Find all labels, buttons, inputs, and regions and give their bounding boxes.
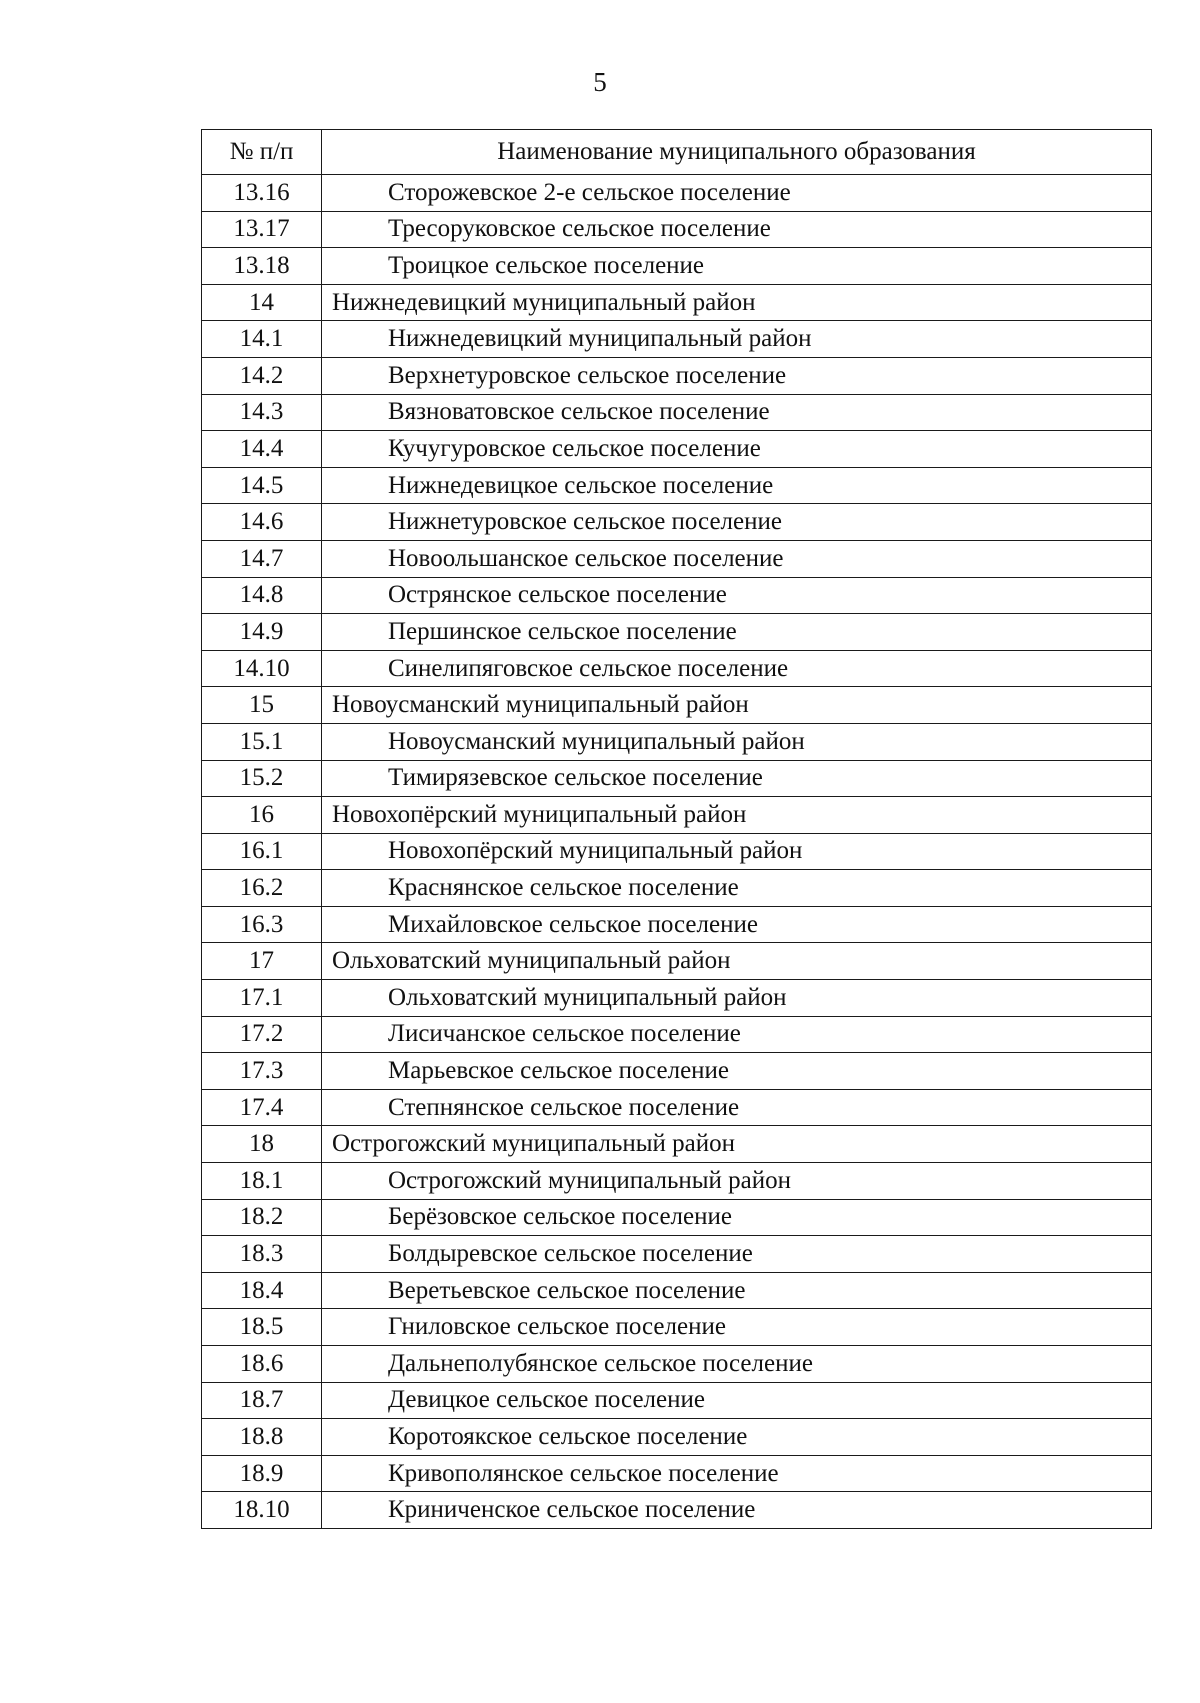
row-number-cell: 13.18 — [202, 248, 322, 285]
row-number-cell: 13.16 — [202, 175, 322, 212]
table-row — [202, 467, 1152, 504]
table-row — [202, 1419, 1152, 1456]
table-row — [202, 248, 1152, 285]
number-column-header: № п/п — [202, 130, 322, 175]
row-number-cell: 13.17 — [202, 211, 322, 248]
municipality-name-cell: Кучугуровское сельское поселение — [322, 431, 1152, 468]
municipality-name-cell: Острогожский муниципальный район — [322, 1163, 1152, 1200]
table-row — [202, 687, 1152, 724]
municipality-name-cell: Новохопёрский муниципальный район — [322, 797, 1152, 834]
table-row — [202, 577, 1152, 614]
table-row — [202, 357, 1152, 394]
name-column-header: Наименование муниципального образования — [322, 130, 1152, 175]
row-number-cell: 16.3 — [202, 906, 322, 943]
municipality-name-cell: Острогожский муниципальный район — [322, 1126, 1152, 1163]
municipality-name-cell: Дальнеполубянское сельское поселение — [322, 1346, 1152, 1383]
row-number-cell: 16.2 — [202, 870, 322, 907]
row-number-cell: 17.2 — [202, 1016, 322, 1053]
municipality-name-cell: Нижнедевицкий муниципальный район — [322, 321, 1152, 358]
table-row — [202, 211, 1152, 248]
row-number-cell: 17.3 — [202, 1053, 322, 1090]
row-number-cell: 18.3 — [202, 1236, 322, 1273]
row-number-cell: 14 — [202, 284, 322, 321]
municipality-name-cell: Першинское сельское поселение — [322, 614, 1152, 651]
table-row — [202, 284, 1152, 321]
table-row — [202, 1126, 1152, 1163]
municipality-name-cell: Сторожевское 2-е сельское поселение — [322, 175, 1152, 212]
row-number-cell: 18.6 — [202, 1346, 322, 1383]
table-row — [202, 394, 1152, 431]
table-row — [202, 870, 1152, 907]
row-number-cell: 14.10 — [202, 650, 322, 687]
row-number-cell: 14.4 — [202, 431, 322, 468]
row-number-cell: 18.2 — [202, 1199, 322, 1236]
row-number-cell: 17 — [202, 943, 322, 980]
municipality-name-cell: Новоусманский муниципальный район — [322, 687, 1152, 724]
table-row — [202, 1089, 1152, 1126]
row-number-cell: 14.8 — [202, 577, 322, 614]
page-number: 5 — [593, 67, 607, 97]
row-number-cell: 18.1 — [202, 1163, 322, 1200]
table-row — [202, 1236, 1152, 1273]
municipality-name-cell: Ольховатский муниципальный район — [322, 943, 1152, 980]
row-number-cell: 14.3 — [202, 394, 322, 431]
table-row — [202, 1309, 1152, 1346]
municipality-name-cell: Краснянское сельское поселение — [322, 870, 1152, 907]
table-row — [202, 1272, 1152, 1309]
row-number-cell: 14.5 — [202, 467, 322, 504]
table-row — [202, 1053, 1152, 1090]
municipality-name-cell: Нижнедевицкое сельское поселение — [322, 467, 1152, 504]
row-number-cell: 15.1 — [202, 723, 322, 760]
table-row — [202, 980, 1152, 1017]
table-row — [202, 540, 1152, 577]
table-row — [202, 614, 1152, 651]
table-row — [202, 1492, 1152, 1529]
table-row — [202, 1163, 1152, 1200]
table-row — [202, 650, 1152, 687]
row-number-cell: 15.2 — [202, 760, 322, 797]
municipality-name-cell: Новоольшанское сельское поселение — [322, 540, 1152, 577]
municipality-name-cell: Новоусманский муниципальный район — [322, 723, 1152, 760]
table-header-row — [202, 130, 1152, 175]
row-number-cell: 14.1 — [202, 321, 322, 358]
municipality-name-cell: Степнянское сельское поселение — [322, 1089, 1152, 1126]
table-row — [202, 321, 1152, 358]
municipality-name-cell: Девицкое сельское поселение — [322, 1382, 1152, 1419]
table-row — [202, 906, 1152, 943]
table-row — [202, 723, 1152, 760]
row-number-cell: 18.9 — [202, 1455, 322, 1492]
table-row — [202, 1199, 1152, 1236]
row-number-cell: 15 — [202, 687, 322, 724]
municipality-name-cell: Вязноватовское сельское поселение — [322, 394, 1152, 431]
municipality-name-cell: Лисичанское сельское поселение — [322, 1016, 1152, 1053]
row-number-cell: 18.4 — [202, 1272, 322, 1309]
municipality-name-cell: Новохопёрский муниципальный район — [322, 833, 1152, 870]
row-number-cell: 18 — [202, 1126, 322, 1163]
municipality-name-cell: Тимирязевское сельское поселение — [322, 760, 1152, 797]
municipality-name-cell: Синелипяговское сельское поселение — [322, 650, 1152, 687]
municipalities-table — [201, 129, 1152, 1529]
row-number-cell: 14.2 — [202, 357, 322, 394]
municipality-name-cell: Коротоякское сельское поселение — [322, 1419, 1152, 1456]
table-row — [202, 943, 1152, 980]
row-number-cell: 16.1 — [202, 833, 322, 870]
table-row — [202, 760, 1152, 797]
municipality-name-cell: Нижнедевицкий муниципальный район — [322, 284, 1152, 321]
municipality-name-cell: Гниловское сельское поселение — [322, 1309, 1152, 1346]
municipality-name-cell: Веретьевское сельское поселение — [322, 1272, 1152, 1309]
table-row — [202, 431, 1152, 468]
table-row — [202, 833, 1152, 870]
municipality-name-cell: Верхнетуровское сельское поселение — [322, 357, 1152, 394]
row-number-cell: 18.5 — [202, 1309, 322, 1346]
municipality-name-cell: Ольховатский муниципальный район — [322, 980, 1152, 1017]
row-number-cell: 18.8 — [202, 1419, 322, 1456]
table-body — [202, 175, 1152, 1529]
row-number-cell: 14.9 — [202, 614, 322, 651]
municipality-name-cell: Троицкое сельское поселение — [322, 248, 1152, 285]
municipality-name-cell: Марьевское сельское поселение — [322, 1053, 1152, 1090]
row-number-cell: 16 — [202, 797, 322, 834]
table-row — [202, 175, 1152, 212]
table-row — [202, 504, 1152, 541]
municipality-name-cell: Тресоруковское сельское поселение — [322, 211, 1152, 248]
row-number-cell: 14.6 — [202, 504, 322, 541]
table-row — [202, 1016, 1152, 1053]
table-row — [202, 1346, 1152, 1383]
municipality-name-cell: Острянское сельское поселение — [322, 577, 1152, 614]
municipality-name-cell: Криниченское сельское поселение — [322, 1492, 1152, 1529]
row-number-cell: 18.10 — [202, 1492, 322, 1529]
table-row — [202, 1382, 1152, 1419]
row-number-cell: 14.7 — [202, 540, 322, 577]
row-number-cell: 17.1 — [202, 980, 322, 1017]
municipality-name-cell: Михайловское сельское поселение — [322, 906, 1152, 943]
table-row — [202, 797, 1152, 834]
municipality-name-cell: Кривополянское сельское поселение — [322, 1455, 1152, 1492]
row-number-cell: 17.4 — [202, 1089, 322, 1126]
municipality-name-cell: Нижнетуровское сельское поселение — [322, 504, 1152, 541]
row-number-cell: 18.7 — [202, 1382, 322, 1419]
table-row — [202, 1455, 1152, 1492]
municipality-name-cell: Берёзовское сельское поселение — [322, 1199, 1152, 1236]
municipality-name-cell: Болдыревское сельское поселение — [322, 1236, 1152, 1273]
